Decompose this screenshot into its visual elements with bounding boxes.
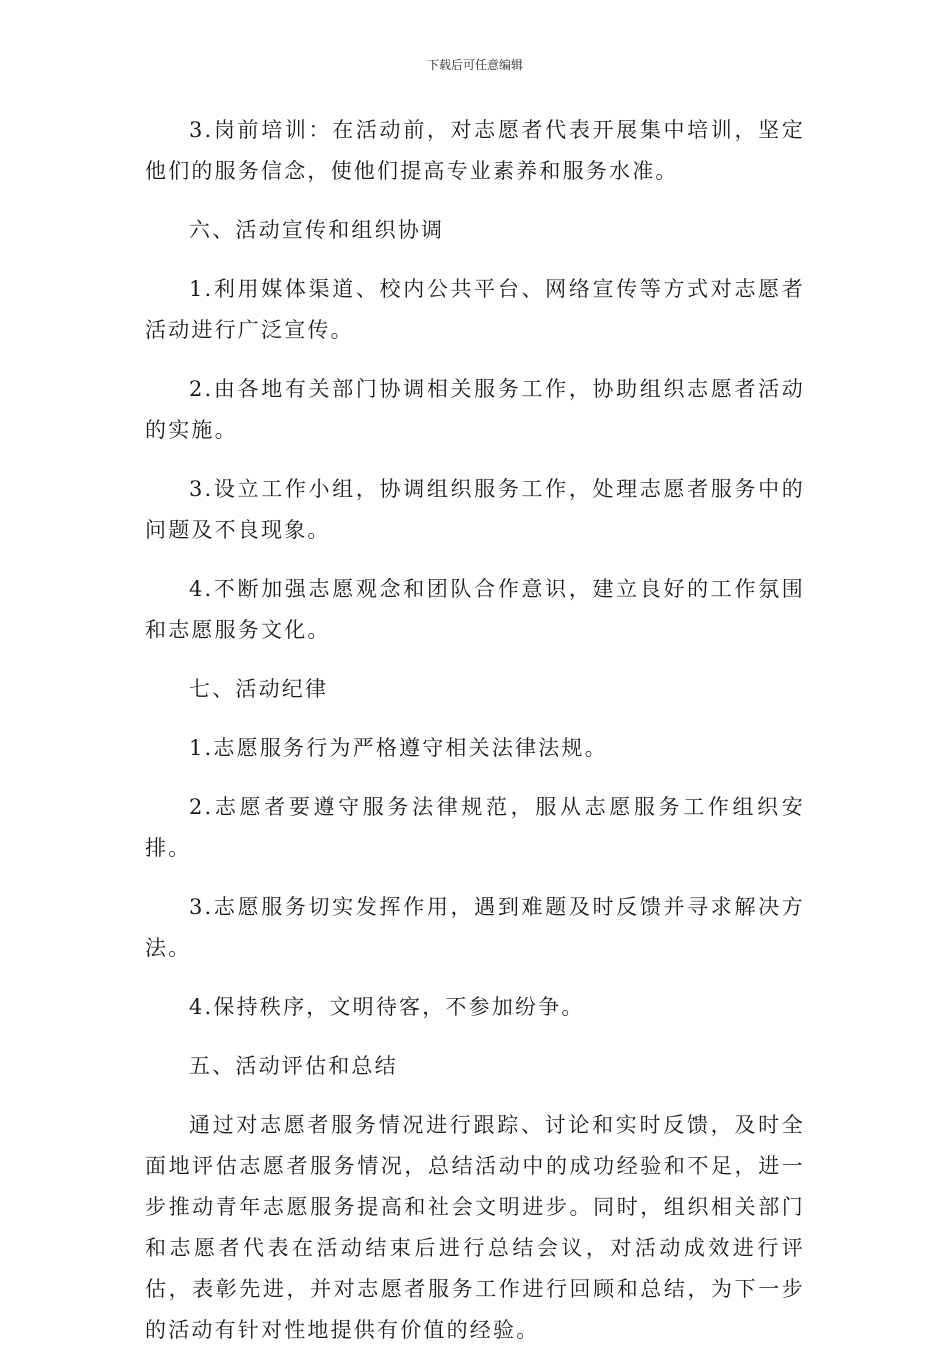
paragraph-media: 1.利用媒体渠道、校内公共平台、网络宣传等方式对志愿者活动进行广泛宣传。 bbox=[145, 277, 805, 342]
paragraph-norms: 2.志愿者要遵守服务法律规范，服从志愿服务工作组织安排。 bbox=[145, 795, 805, 860]
paragraph-laws: 1.志愿服务行为严格遵守相关法律法规。 bbox=[189, 736, 608, 760]
page-header: 下载后可任意编辑 bbox=[426, 58, 523, 72]
paragraph-feedback: 3.志愿服务切实发挥作用，遇到难题及时反馈并寻求解决方法。 bbox=[145, 895, 805, 960]
paragraph-departments: 2.由各地有关部门协调相关服务工作，协助组织志愿者活动的实施。 bbox=[145, 377, 805, 442]
section-heading-discipline: 七、活动纪律 bbox=[189, 677, 329, 701]
paragraph-training: 3.岗前培训：在活动前，对志愿者代表开展集中培训，坚定他们的服务信念，使他们提高专业素养和服务水准。 bbox=[145, 118, 805, 183]
section-heading-publicity: 六、活动宣传和组织协调 bbox=[189, 218, 445, 242]
paragraph-working-group: 3.设立工作小组，协调组织服务工作，处理志愿者服务中的问题及不良现象。 bbox=[145, 477, 805, 542]
paragraph-teamwork: 4.不断加强志愿观念和团队合作意识，建立良好的工作氛围和志愿服务文化。 bbox=[145, 577, 805, 642]
document-body bbox=[145, 110, 805, 1369]
paragraph-summary: 通过对志愿者服务情况进行跟踪、讨论和实时反馈，及时全面地评估志愿者服务情况，总结活动中的成功经验和不足，进一步推动青年志愿服务提高和社会文明进步。同时，组织相关部门和志愿者代表在活动结束后进行总结会议，对活动成效进行评估，表彰先进，并对志愿者服务工作进行回顾和总结，为下一步的活动有针对性地提供有价值的经验。 bbox=[145, 1113, 805, 1342]
paragraph-order: 4.保持秩序，文明待客，不参加纷争。 bbox=[189, 995, 585, 1019]
section-heading-evaluation: 五、活动评估和总结 bbox=[189, 1054, 398, 1078]
